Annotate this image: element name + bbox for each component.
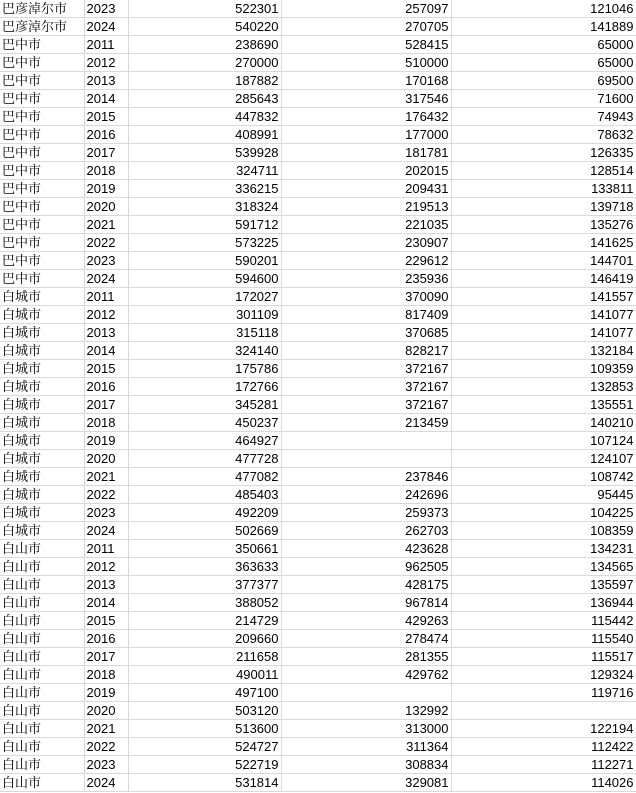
value-a-cell[interactable]: 318324 bbox=[128, 198, 281, 216]
value-b-cell[interactable]: 372167 bbox=[281, 396, 451, 414]
year-cell[interactable]: 2017 bbox=[84, 396, 128, 414]
table-row bbox=[0, 468, 636, 486]
year-cell[interactable]: 2017 bbox=[84, 144, 128, 162]
year-cell[interactable]: 2015 bbox=[84, 360, 128, 378]
table-row bbox=[0, 540, 636, 558]
table-row bbox=[0, 486, 636, 504]
table-row bbox=[0, 594, 636, 612]
city-cell[interactable]: 巴彦淖尔市 bbox=[0, 0, 84, 18]
table-row bbox=[0, 126, 636, 144]
value-c-cell[interactable]: 135551 bbox=[451, 396, 636, 414]
value-c-cell[interactable]: 128514 bbox=[451, 162, 636, 180]
value-a-cell[interactable]: 573225 bbox=[128, 234, 281, 252]
year-cell[interactable]: 2020 bbox=[84, 702, 128, 720]
table-row bbox=[0, 18, 636, 36]
year-cell[interactable]: 2022 bbox=[84, 486, 128, 504]
value-c-cell[interactable]: 108359 bbox=[451, 522, 636, 540]
value-c-cell[interactable]: 95445 bbox=[451, 486, 636, 504]
value-a-cell[interactable]: 377377 bbox=[128, 576, 281, 594]
value-c-cell[interactable]: 141077 bbox=[451, 324, 636, 342]
table-row bbox=[0, 378, 636, 396]
city-cell[interactable]: 白山市 bbox=[0, 774, 84, 792]
value-a-cell[interactable]: 539928 bbox=[128, 144, 281, 162]
city-cell[interactable]: 巴中市 bbox=[0, 54, 84, 72]
year-cell[interactable]: 2017 bbox=[84, 648, 128, 666]
table-row bbox=[0, 36, 636, 54]
value-b-cell[interactable]: 259373 bbox=[281, 504, 451, 522]
value-a-cell[interactable]: 490011 bbox=[128, 666, 281, 684]
table-row bbox=[0, 684, 636, 702]
year-cell[interactable]: 2024 bbox=[84, 18, 128, 36]
value-a-cell[interactable]: 214729 bbox=[128, 612, 281, 630]
value-c-cell[interactable]: 119716 bbox=[451, 684, 636, 702]
city-cell[interactable]: 白山市 bbox=[0, 738, 84, 756]
table-row bbox=[0, 738, 636, 756]
value-a-cell[interactable]: 350661 bbox=[128, 540, 281, 558]
year-cell[interactable]: 2016 bbox=[84, 126, 128, 144]
table-row bbox=[0, 414, 636, 432]
year-cell[interactable]: 2011 bbox=[84, 540, 128, 558]
value-c-cell[interactable]: 108742 bbox=[451, 468, 636, 486]
year-cell[interactable]: 2012 bbox=[84, 306, 128, 324]
table-row bbox=[0, 288, 636, 306]
city-cell[interactable]: 白城市 bbox=[0, 306, 84, 324]
year-cell[interactable]: 2023 bbox=[84, 756, 128, 774]
city-cell[interactable]: 白山市 bbox=[0, 666, 84, 684]
table-row bbox=[0, 108, 636, 126]
city-cell[interactable]: 巴中市 bbox=[0, 144, 84, 162]
city-cell[interactable]: 巴中市 bbox=[0, 162, 84, 180]
value-a-cell[interactable]: 522301 bbox=[128, 0, 281, 18]
value-a-cell[interactable]: 388052 bbox=[128, 594, 281, 612]
city-cell[interactable]: 白城市 bbox=[0, 414, 84, 432]
city-cell[interactable]: 巴彦淖尔市 bbox=[0, 18, 84, 36]
table-row bbox=[0, 360, 636, 378]
value-b-cell[interactable]: 370090 bbox=[281, 288, 451, 306]
value-b-cell[interactable]: 428175 bbox=[281, 576, 451, 594]
value-c-cell[interactable]: 129324 bbox=[451, 666, 636, 684]
value-a-cell[interactable]: 209660 bbox=[128, 630, 281, 648]
value-c-cell[interactable]: 140210 bbox=[451, 414, 636, 432]
table-row bbox=[0, 306, 636, 324]
value-c-cell[interactable]: 65000 bbox=[451, 54, 636, 72]
table-row bbox=[0, 648, 636, 666]
year-cell[interactable]: 2012 bbox=[84, 54, 128, 72]
table-row bbox=[0, 180, 636, 198]
year-cell[interactable]: 2011 bbox=[84, 36, 128, 54]
year-cell[interactable]: 2014 bbox=[84, 342, 128, 360]
year-cell[interactable]: 2022 bbox=[84, 738, 128, 756]
city-cell[interactable]: 巴中市 bbox=[0, 234, 84, 252]
city-cell[interactable]: 白城市 bbox=[0, 378, 84, 396]
value-a-cell[interactable]: 524727 bbox=[128, 738, 281, 756]
value-c-cell[interactable]: 141889 bbox=[451, 18, 636, 36]
value-a-cell[interactable]: 285643 bbox=[128, 90, 281, 108]
value-c-cell[interactable]: 136944 bbox=[451, 594, 636, 612]
value-c-cell[interactable]: 134565 bbox=[451, 558, 636, 576]
table-row bbox=[0, 270, 636, 288]
value-b-cell[interactable]: 329081 bbox=[281, 774, 451, 792]
value-c-cell[interactable]: 109359 bbox=[451, 360, 636, 378]
value-c-cell[interactable]: 115540 bbox=[451, 630, 636, 648]
table-row bbox=[0, 162, 636, 180]
value-b-cell[interactable]: 242696 bbox=[281, 486, 451, 504]
value-a-cell[interactable]: 497100 bbox=[128, 684, 281, 702]
year-cell[interactable]: 2022 bbox=[84, 234, 128, 252]
city-cell[interactable]: 白山市 bbox=[0, 558, 84, 576]
value-a-cell[interactable]: 324711 bbox=[128, 162, 281, 180]
value-b-cell[interactable]: 257097 bbox=[281, 0, 451, 18]
value-a-cell[interactable]: 464927 bbox=[128, 432, 281, 450]
value-a-cell[interactable]: 447832 bbox=[128, 108, 281, 126]
year-cell[interactable]: 2020 bbox=[84, 450, 128, 468]
value-b-cell[interactable]: 237846 bbox=[281, 468, 451, 486]
value-b-cell[interactable]: 429762 bbox=[281, 666, 451, 684]
value-a-cell[interactable]: 540220 bbox=[128, 18, 281, 36]
year-cell[interactable]: 2024 bbox=[84, 270, 128, 288]
value-b-cell[interactable]: 510000 bbox=[281, 54, 451, 72]
value-b-cell[interactable]: 429263 bbox=[281, 612, 451, 630]
city-cell[interactable]: 白城市 bbox=[0, 288, 84, 306]
table-row bbox=[0, 576, 636, 594]
value-c-cell[interactable]: 122194 bbox=[451, 720, 636, 738]
table-row bbox=[0, 252, 636, 270]
table-row bbox=[0, 0, 636, 18]
value-b-cell[interactable]: 221035 bbox=[281, 216, 451, 234]
value-b-cell[interactable]: 213459 bbox=[281, 414, 451, 432]
table-row bbox=[0, 90, 636, 108]
city-cell[interactable]: 巴中市 bbox=[0, 198, 84, 216]
year-cell[interactable]: 2011 bbox=[84, 288, 128, 306]
table-row bbox=[0, 450, 636, 468]
value-a-cell[interactable]: 502669 bbox=[128, 522, 281, 540]
year-cell[interactable]: 2018 bbox=[84, 414, 128, 432]
city-cell[interactable]: 白山市 bbox=[0, 702, 84, 720]
city-cell[interactable]: 巴中市 bbox=[0, 270, 84, 288]
value-c-cell[interactable]: 65000 bbox=[451, 36, 636, 54]
value-a-cell[interactable]: 477728 bbox=[128, 450, 281, 468]
value-b-cell[interactable]: 176432 bbox=[281, 108, 451, 126]
value-c-cell[interactable]: 124107 bbox=[451, 450, 636, 468]
year-cell[interactable]: 2013 bbox=[84, 72, 128, 90]
city-cell[interactable]: 白城市 bbox=[0, 342, 84, 360]
city-cell[interactable]: 白山市 bbox=[0, 684, 84, 702]
year-cell[interactable]: 2015 bbox=[84, 108, 128, 126]
city-cell[interactable]: 白城市 bbox=[0, 522, 84, 540]
year-cell[interactable]: 2016 bbox=[84, 378, 128, 396]
value-c-cell[interactable]: 132184 bbox=[451, 342, 636, 360]
table-row bbox=[0, 198, 636, 216]
year-cell[interactable]: 2013 bbox=[84, 324, 128, 342]
year-cell[interactable]: 2014 bbox=[84, 594, 128, 612]
value-c-cell[interactable]: 139718 bbox=[451, 198, 636, 216]
value-b-cell[interactable] bbox=[281, 684, 451, 702]
city-cell[interactable]: 巴中市 bbox=[0, 252, 84, 270]
value-a-cell[interactable]: 172766 bbox=[128, 378, 281, 396]
table-row bbox=[0, 396, 636, 414]
value-a-cell[interactable]: 408991 bbox=[128, 126, 281, 144]
value-a-cell[interactable]: 324140 bbox=[128, 342, 281, 360]
value-b-cell[interactable]: 202015 bbox=[281, 162, 451, 180]
value-c-cell[interactable]: 133811 bbox=[451, 180, 636, 198]
value-b-cell[interactable]: 230907 bbox=[281, 234, 451, 252]
value-c-cell[interactable]: 104225 bbox=[451, 504, 636, 522]
value-a-cell[interactable]: 590201 bbox=[128, 252, 281, 270]
value-b-cell[interactable]: 962505 bbox=[281, 558, 451, 576]
table-row bbox=[0, 432, 636, 450]
value-c-cell[interactable]: 114026 bbox=[451, 774, 636, 792]
value-a-cell[interactable]: 492209 bbox=[128, 504, 281, 522]
table-row bbox=[0, 666, 636, 684]
year-cell[interactable]: 2016 bbox=[84, 630, 128, 648]
city-cell[interactable]: 白山市 bbox=[0, 630, 84, 648]
year-cell[interactable]: 2019 bbox=[84, 432, 128, 450]
table-row bbox=[0, 324, 636, 342]
table-row bbox=[0, 612, 636, 630]
year-cell[interactable]: 2023 bbox=[84, 0, 128, 18]
value-a-cell[interactable]: 522719 bbox=[128, 756, 281, 774]
table-row bbox=[0, 522, 636, 540]
year-cell[interactable]: 2019 bbox=[84, 180, 128, 198]
value-c-cell[interactable]: 78632 bbox=[451, 126, 636, 144]
value-c-cell[interactable]: 135276 bbox=[451, 216, 636, 234]
year-cell[interactable]: 2012 bbox=[84, 558, 128, 576]
city-cell[interactable]: 巴中市 bbox=[0, 90, 84, 108]
year-cell[interactable]: 2021 bbox=[84, 216, 128, 234]
table-row bbox=[0, 54, 636, 72]
year-cell[interactable]: 2018 bbox=[84, 162, 128, 180]
value-c-cell[interactable]: 74943 bbox=[451, 108, 636, 126]
year-cell[interactable]: 2019 bbox=[84, 684, 128, 702]
value-a-cell[interactable]: 211658 bbox=[128, 648, 281, 666]
value-b-cell[interactable]: 177000 bbox=[281, 126, 451, 144]
value-c-cell[interactable]: 141625 bbox=[451, 234, 636, 252]
value-c-cell[interactable]: 134231 bbox=[451, 540, 636, 558]
city-cell[interactable]: 巴中市 bbox=[0, 216, 84, 234]
value-c-cell[interactable]: 121046 bbox=[451, 0, 636, 18]
value-b-cell[interactable]: 219513 bbox=[281, 198, 451, 216]
year-cell[interactable]: 2021 bbox=[84, 468, 128, 486]
value-b-cell[interactable] bbox=[281, 432, 451, 450]
table-row bbox=[0, 756, 636, 774]
value-a-cell[interactable]: 187882 bbox=[128, 72, 281, 90]
table-row bbox=[0, 504, 636, 522]
value-c-cell[interactable]: 115517 bbox=[451, 648, 636, 666]
value-a-cell[interactable]: 336215 bbox=[128, 180, 281, 198]
value-b-cell[interactable]: 967814 bbox=[281, 594, 451, 612]
value-b-cell[interactable]: 235936 bbox=[281, 270, 451, 288]
value-b-cell[interactable]: 313000 bbox=[281, 720, 451, 738]
value-a-cell[interactable]: 591712 bbox=[128, 216, 281, 234]
value-a-cell[interactable]: 594600 bbox=[128, 270, 281, 288]
value-a-cell[interactable]: 172027 bbox=[128, 288, 281, 306]
value-b-cell[interactable]: 209431 bbox=[281, 180, 451, 198]
table-row bbox=[0, 234, 636, 252]
year-cell[interactable]: 2024 bbox=[84, 522, 128, 540]
table-row bbox=[0, 720, 636, 738]
value-b-cell[interactable]: 372167 bbox=[281, 360, 451, 378]
year-cell[interactable]: 2013 bbox=[84, 576, 128, 594]
value-c-cell[interactable]: 135597 bbox=[451, 576, 636, 594]
city-cell[interactable]: 巴中市 bbox=[0, 36, 84, 54]
value-a-cell[interactable]: 450237 bbox=[128, 414, 281, 432]
table-row bbox=[0, 342, 636, 360]
value-b-cell[interactable]: 278474 bbox=[281, 630, 451, 648]
city-cell[interactable]: 白城市 bbox=[0, 396, 84, 414]
value-b-cell[interactable]: 311364 bbox=[281, 738, 451, 756]
value-a-cell[interactable]: 477082 bbox=[128, 468, 281, 486]
city-cell[interactable]: 白城市 bbox=[0, 450, 84, 468]
year-cell[interactable]: 2015 bbox=[84, 612, 128, 630]
city-cell[interactable]: 白城市 bbox=[0, 360, 84, 378]
value-b-cell[interactable]: 181781 bbox=[281, 144, 451, 162]
city-cell[interactable]: 白城市 bbox=[0, 432, 84, 450]
value-a-cell[interactable]: 315118 bbox=[128, 324, 281, 342]
city-cell[interactable]: 白山市 bbox=[0, 720, 84, 738]
year-cell[interactable]: 2021 bbox=[84, 720, 128, 738]
city-cell[interactable]: 巴中市 bbox=[0, 72, 84, 90]
value-c-cell[interactable]: 115442 bbox=[451, 612, 636, 630]
value-b-cell[interactable]: 281355 bbox=[281, 648, 451, 666]
table-row bbox=[0, 630, 636, 648]
value-a-cell[interactable]: 238690 bbox=[128, 36, 281, 54]
value-a-cell[interactable]: 363633 bbox=[128, 558, 281, 576]
value-b-cell[interactable]: 317546 bbox=[281, 90, 451, 108]
value-c-cell[interactable]: 112271 bbox=[451, 756, 636, 774]
table-row bbox=[0, 558, 636, 576]
value-b-cell[interactable]: 308834 bbox=[281, 756, 451, 774]
value-b-cell[interactable]: 229612 bbox=[281, 252, 451, 270]
city-cell[interactable]: 白山市 bbox=[0, 576, 84, 594]
city-cell[interactable]: 白城市 bbox=[0, 324, 84, 342]
year-cell[interactable]: 2024 bbox=[84, 774, 128, 792]
city-cell[interactable]: 白山市 bbox=[0, 540, 84, 558]
value-b-cell[interactable]: 817409 bbox=[281, 306, 451, 324]
value-b-cell[interactable]: 528415 bbox=[281, 36, 451, 54]
table-row bbox=[0, 144, 636, 162]
table-row bbox=[0, 216, 636, 234]
value-c-cell[interactable]: 112422 bbox=[451, 738, 636, 756]
value-a-cell[interactable]: 503120 bbox=[128, 702, 281, 720]
value-b-cell[interactable]: 262703 bbox=[281, 522, 451, 540]
year-cell[interactable]: 2023 bbox=[84, 252, 128, 270]
value-b-cell[interactable]: 170168 bbox=[281, 72, 451, 90]
city-cell[interactable]: 白城市 bbox=[0, 486, 84, 504]
value-a-cell[interactable]: 301109 bbox=[128, 306, 281, 324]
value-c-cell[interactable]: 107124 bbox=[451, 432, 636, 450]
value-a-cell[interactable]: 270000 bbox=[128, 54, 281, 72]
value-c-cell[interactable]: 141557 bbox=[451, 288, 636, 306]
city-cell[interactable]: 巴中市 bbox=[0, 180, 84, 198]
city-cell[interactable]: 白山市 bbox=[0, 594, 84, 612]
value-c-cell[interactable]: 141077 bbox=[451, 306, 636, 324]
value-c-cell[interactable] bbox=[451, 702, 636, 720]
value-a-cell[interactable]: 531814 bbox=[128, 774, 281, 792]
value-c-cell[interactable]: 71600 bbox=[451, 90, 636, 108]
value-c-cell[interactable]: 69500 bbox=[451, 72, 636, 90]
value-b-cell[interactable] bbox=[281, 450, 451, 468]
city-cell[interactable]: 白山市 bbox=[0, 756, 84, 774]
value-c-cell[interactable]: 144701 bbox=[451, 252, 636, 270]
value-c-cell[interactable]: 146419 bbox=[451, 270, 636, 288]
table-row bbox=[0, 72, 636, 90]
city-cell[interactable]: 白城市 bbox=[0, 468, 84, 486]
year-cell[interactable]: 2018 bbox=[84, 666, 128, 684]
city-cell[interactable]: 白山市 bbox=[0, 648, 84, 666]
value-b-cell[interactable]: 423628 bbox=[281, 540, 451, 558]
value-b-cell[interactable]: 370685 bbox=[281, 324, 451, 342]
value-b-cell[interactable]: 828217 bbox=[281, 342, 451, 360]
year-cell[interactable]: 2023 bbox=[84, 504, 128, 522]
value-a-cell[interactable]: 485403 bbox=[128, 486, 281, 504]
table-row bbox=[0, 702, 636, 720]
city-cell[interactable]: 巴中市 bbox=[0, 108, 84, 126]
value-a-cell[interactable]: 345281 bbox=[128, 396, 281, 414]
value-b-cell[interactable]: 132992 bbox=[281, 702, 451, 720]
value-b-cell[interactable]: 372167 bbox=[281, 378, 451, 396]
year-cell[interactable]: 2014 bbox=[84, 90, 128, 108]
value-a-cell[interactable]: 513600 bbox=[128, 720, 281, 738]
city-cell[interactable]: 白城市 bbox=[0, 504, 84, 522]
value-a-cell[interactable]: 175786 bbox=[128, 360, 281, 378]
value-c-cell[interactable]: 132853 bbox=[451, 378, 636, 396]
city-cell[interactable]: 巴中市 bbox=[0, 126, 84, 144]
value-b-cell[interactable]: 270705 bbox=[281, 18, 451, 36]
table-row bbox=[0, 774, 636, 792]
year-cell[interactable]: 2020 bbox=[84, 198, 128, 216]
city-cell[interactable]: 白山市 bbox=[0, 612, 84, 630]
value-c-cell[interactable]: 126335 bbox=[451, 144, 636, 162]
